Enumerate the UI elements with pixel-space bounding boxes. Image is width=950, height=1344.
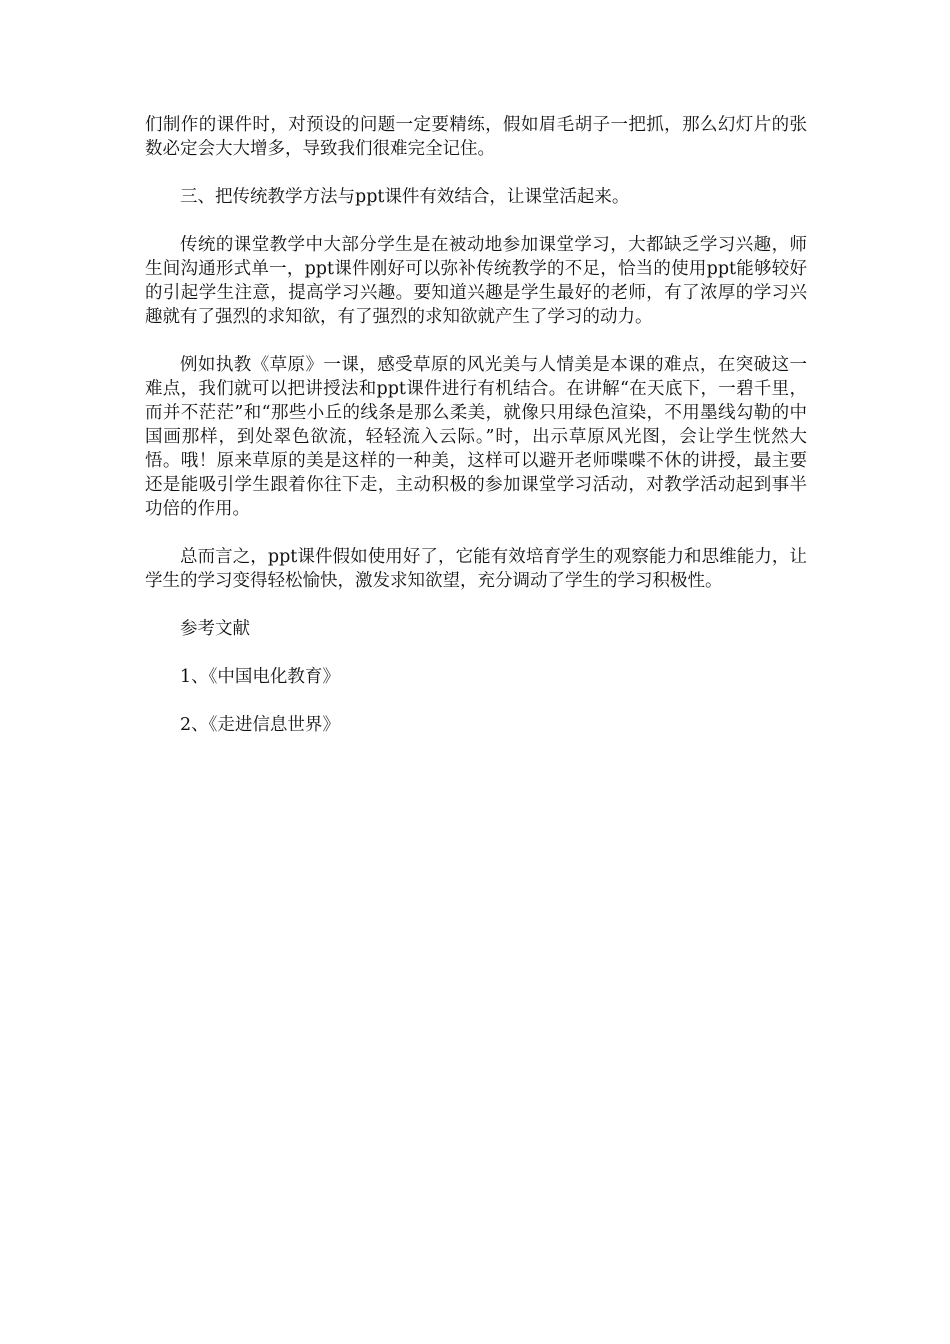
references-heading: 参考文献 <box>180 619 250 639</box>
paragraph-grassland-example: 例如执教《草原》一课，感受草原的风光美与人情美是本课的难点，在突破这一难点，我们就可以把讲授法和ppt课件进行有机结合。在讲解“在天底下，一碧千里，而并不茫茫”和“那些小丘的线条是那么柔美，就像只用绿色渲染，不用墨线勾勒的中国画那样，到处翠色欲流，轻轻流入云际。”时，出示草原风光图，会让学生恍然大悟。哦！原来草原的美是这样的一种美，这样可以避开老师喋喋不休的讲授，最主要还是能吸引学生跟着你往下走，主动积极的参加课堂学习活动，对教学活动起到事半功倍的作用。 <box>145 355 807 519</box>
paragraph-traditional-teaching: 传统的课堂教学中大部分学生是在被动地参加课堂学习，大都缺乏学习兴趣，师生间沟通形式单一，ppt课件刚好可以弥补传统教学的不足，恰当的使用ppt能够较好的引起学生注意，提高学习兴趣。要知道兴趣是学生最好的老师，有了浓厚的学习兴趣就有了强烈的求知欲，有了强烈的求知欲就产生了学习的动力。 <box>145 235 807 327</box>
paragraph-conclusion: 总而言之，ppt课件假如使用好了，它能有效培育学生的观察能力和思维能力，让学生的学习变得轻松愉快，激发求知欲望，充分调动了学生的学习积极性。 <box>145 547 807 591</box>
section-heading-three: 三、把传统教学方法与ppt课件有效结合，让课堂活起来。 <box>180 187 630 207</box>
reference-item: 1、《中国电化教育》 <box>180 667 340 687</box>
paragraph-continuation: 们制作的课件时，对预设的问题一定要精练，假如眉毛胡子一把抓，那么幻灯片的张数必定会大大增多，导致我们很难完全记住。 <box>145 115 807 159</box>
reference-item: 2、《走进信息世界》 <box>180 715 340 735</box>
document-body <box>145 113 807 761</box>
